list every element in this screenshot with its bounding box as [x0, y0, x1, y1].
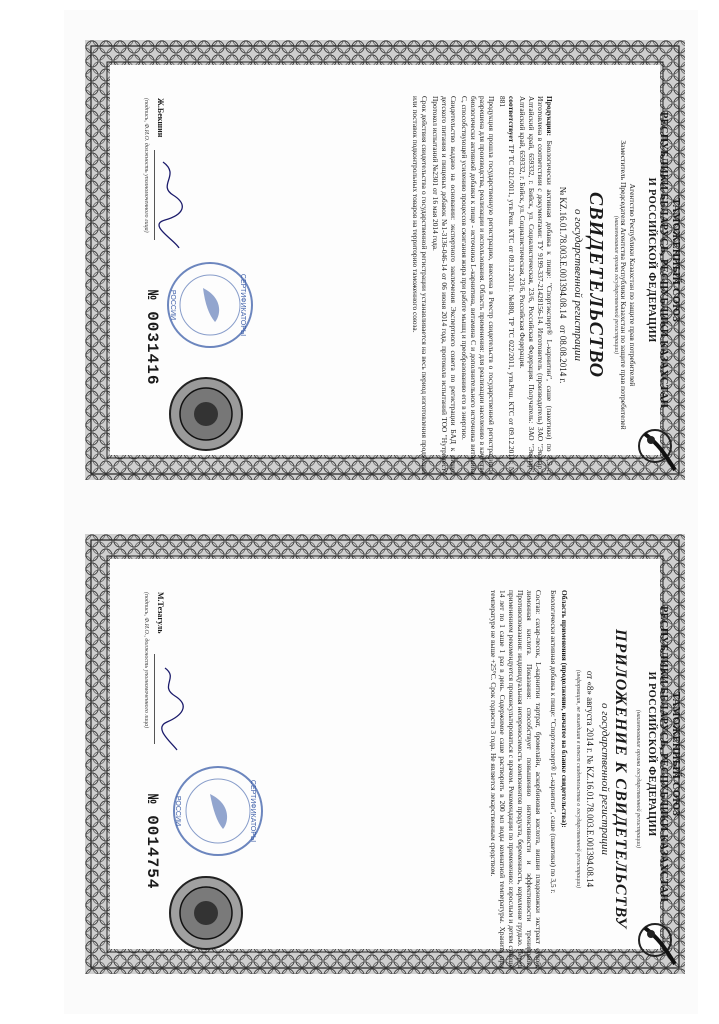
appendix-reg-caption: (информация, не вошедшая в текст свидетельства о государственной регистрации) [575, 669, 581, 889]
appendix-title: ПРИЛОЖЕНИЕ К СВИДЕТЕЛЬСТВУ [612, 629, 629, 929]
seal-text: СЕРТИФИКАТОРЫ [239, 273, 246, 337]
certificate-body [110, 65, 681, 474]
signer-caption: (подпись, Ф.И.О. должность уполномоченного лица) [143, 98, 149, 233]
product-text: Биологически активная добавка к пище: "Спортэксперт® L-карнитин", саше (пакетики) по 3,5 г. Изготовлена в соответствии с документами: ТУ 9199-337-21428156-14. Изготовитель (производитель) ЗАО "Эвалар", Алтайский край, 659332, г. Бийск, ул. Социалистическая, 23/6, Российская Федерация. Получатель: ЗАО "Эвалар", Алтайский край, 659332, г. Бийск, ул. Социалистическая, 23/6, Российская Федерация. [518, 96, 554, 474]
certification-seal-icon [165, 260, 255, 350]
product-label: Продукция: [545, 96, 554, 137]
signature-icon [155, 160, 185, 250]
customs-union-emblem-icon [633, 424, 681, 472]
scope-label: Область применения (продолжение, начатое на бланке свидетельства): [560, 590, 569, 828]
registration-date: от 08.08.2014 г. [558, 325, 568, 384]
composition-text: Состав: сахар-песок, L-карнитин тартрат, бромелайн, аскорбиновая кислота, вишни плодоножки экстракт сухой, лимонная кислота. Показания: способствует повышению интенсивности и эффективности тренировок. Противопоказания: индивидуальная непереносимость компонентов продукта, беременность, кормление грудью. Перед применением рекомендуется проконсультироваться с врачом. Рекомендации по применению: взрослым и детям старше 14 лет по 1 саше 1 раз в день. Содержимое саше растворить в 200 мл воды комнатной температуры. Хранить при температуре не выше +25°С. Срок годности 3 года. Не является лекарственным средством. [489, 590, 543, 968]
serial-number: № 0014754 [143, 794, 161, 890]
certificate-title: СВИДЕТЕЛЬСТВО [585, 191, 607, 379]
seal-text-bottom: РОССИИ [174, 795, 181, 827]
certificate-subtitle: о государственной регистрации [572, 209, 584, 361]
signer-caption: (подпись, Ф.И.О., должность уполномоченного лица) [143, 592, 149, 729]
registration-number: № KZ.16.01.78.003.E.001394.08.14 [558, 186, 568, 319]
state-stamp-icon [167, 375, 245, 453]
header-line-1: ТАМОЖЕННЫЙ СОЮЗ [670, 197, 681, 323]
appendix-body [110, 559, 681, 968]
registration-certificate [85, 40, 685, 480]
compliance-label: соответствует [507, 96, 516, 143]
signature-icon [155, 664, 185, 754]
header-line-2: РЕСПУБЛИКИ БЕЛАРУСЬ, РЕСПУБЛИКИ КАЗАХСТАН [658, 605, 669, 903]
scope-text: Биологически активная добавка к пище: "Спортэксперт® L-карнитин", саше (пакетики) по 3,5 г. [549, 590, 558, 894]
header-line-1: ТАМОЖЕННЫЙ СОЮЗ [670, 691, 681, 817]
scope-text: Продукция прошла государственную регистрацию, внесена в Реестр свидетельств о государственной регистрации и разрешена для производства, реализации и использования. Область применения: для реализации населению в качестве биологически активной добавки к пище - источника L-карнитина, витамина С и дополнительного источника витамина С, способствующей усилению процессов сжигания жира при работе мышц и преобразованию его в энергию. [460, 96, 496, 474]
header-line-3: И РОССИЙСКОЙ ФЕДЕРАЦИИ [646, 671, 657, 837]
customs-union-emblem-icon [633, 918, 681, 966]
signer-name: М.Тезагуль [156, 592, 165, 634]
certificate-appendix [85, 534, 685, 974]
bottom-page [0, 512, 719, 1024]
authority-caption: (наименование органа государственной регистрации) [613, 215, 619, 355]
authority-line-2: Заместитель Председателя Агентства Республики Казахстан по защите прав потребителей [619, 140, 628, 430]
header-line-2: РЕСПУБЛИКИ БЕЛАРУСЬ, РЕСПУБЛИКИ КАЗАХСТАН [658, 111, 669, 409]
state-stamp-icon [167, 874, 245, 952]
validity-text: Срок действия свидетельства о государственной регистрации устанавливается на весь период изготовления продукции или поставок подконтрольных товаров на территорию таможенного союза. [411, 96, 429, 474]
appendix-registration-line: от «8» августа 2014 г. № KZ.16.01.78.003.E.001394.08.14 [585, 670, 595, 888]
authority-line-1: Агентство Республики Казахстан по защите прав потребителей [628, 183, 637, 387]
signer-name: Ж.Бекшин [156, 98, 165, 138]
basis-text: Свидетельство выдано на основании: экспертного заключения Экспертного совета по регистрации БАД к пище, детского питания и пищевых добавок №1-3136-046-14 от 06 июня 2014 года, протокола испытаний ТОО "Нутритест" Протокол испытаний №2301 от 16 мая 2014 года. [431, 96, 458, 474]
serial-number: № 0031416 [143, 290, 161, 386]
header-line-3: И РОССИЙСКОЙ ФЕДЕРАЦИИ [646, 177, 657, 343]
appendix-subtitle: о государственной регистрации [599, 703, 611, 855]
seal-text-bottom: РОССИИ [169, 289, 176, 321]
certification-seal-icon [170, 764, 265, 859]
compliance-text: ТР ТС 021/2011, утв.Реш. КТС от 09.12.2011г. №880, ТР ТС 022/2011, утв.Реш. КТС от 09.12.2011г. № 881 [498, 96, 516, 474]
seal-text: СЕРТИФИКАТОРЫ [249, 779, 256, 843]
authority-caption: (наименование органа государственной регистрации) [635, 709, 641, 849]
